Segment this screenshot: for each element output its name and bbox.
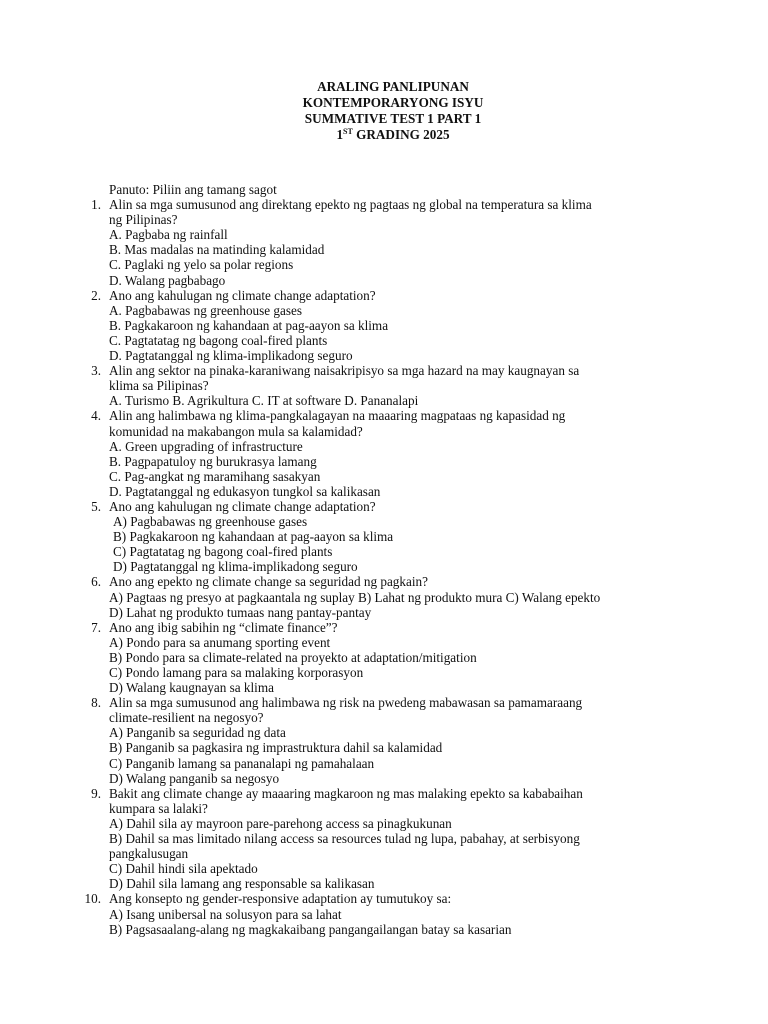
question-text: klima sa Pilipinas? <box>109 378 209 394</box>
choice: A. Green upgrading of infrastructure <box>109 438 303 454</box>
choice: B) Panganib sa pagkasira ng imprastruktura dahil sa kalamidad <box>109 740 443 756</box>
choice: A. Pagbaba ng rainfall <box>109 227 228 243</box>
choice: A) Panganib sa seguridad ng data <box>109 725 286 741</box>
question-text: ng Pilipinas? <box>109 212 178 228</box>
choice: A) Pagtaas ng presyo at pagkaantala ng suplay B) Lahat ng produkto mura C) Walang epekto <box>109 589 601 605</box>
choice: D. Walang pagbabago <box>109 272 226 288</box>
question-9: 9. Bakit ang climate change ay maaaring magkaroon ng mas malaking epekto sa kababaihan <box>91 785 583 801</box>
choice: B) Pagkakaroon ng kahandaan at pag-aayon sa klima <box>113 529 394 545</box>
question-6: 6. Ano ang epekto ng climate change sa seguridad ng pagkain? <box>91 574 428 590</box>
choice: pangkalusugan <box>109 846 189 862</box>
choice: D) Walang kaugnayan sa klima <box>109 680 274 696</box>
question-7: 7. Ano ang ibig sabihin ng “climate finance”? <box>91 619 338 635</box>
question-text: kumpara sa lalaki? <box>109 800 208 816</box>
choice: A) Pondo para sa anumang sporting event <box>109 634 331 650</box>
question-5: 5. Ano ang kahulugan ng climate change adaptation? <box>91 498 376 514</box>
question-2: 2. Ano ang kahulugan ng climate change adaptation? <box>91 287 376 303</box>
choice: A) Dahil sila ay mayroon pare-parehong access sa pinagkukunan <box>109 815 452 831</box>
choice: A) Pagbabawas ng greenhouse gases <box>113 514 308 530</box>
question-text: climate-resilient na negosyo? <box>109 710 264 726</box>
choice: B) Dahil sa mas limitado nilang access sa resources tulad ng lupa, pabahay, at serbisyong <box>109 831 580 847</box>
choice: B. Mas madalas na matinding kalamidad <box>109 242 325 258</box>
choice: B) Pondo para sa climate-related na proyekto at adaptation/mitigation <box>109 649 477 665</box>
choice: D) Pagtatanggal ng klima-implikadong seguro <box>113 559 358 575</box>
choice: A. Turismo B. Agrikultura C. IT at software D. Pananalapi <box>109 393 419 409</box>
choice: C) Pondo lamang para sa malaking korporasyon <box>109 665 364 680</box>
question-10: 10. Ang konsepto ng gender-responsive adaptation ay tumutukoy sa: <box>84 891 452 907</box>
choice: D) Walang panganib sa negosyo <box>109 770 280 786</box>
document-header <box>0 79 768 143</box>
question-1: 1. Alin sa mga sumusunod ang direktang epekto ng pagtaas ng global na temperatura sa klima <box>91 197 592 213</box>
question-4: 4. Alin ang halimbawa ng klima-pangkalagayan na maaaring magpataas ng kapasidad ng <box>91 408 566 424</box>
subject-title: ARALING PANLIPUNAN <box>317 79 469 94</box>
choice: D. Pagtatanggal ng edukasyon tungkol sa kalikasan <box>109 483 381 499</box>
test-title: SUMMATIVE TEST 1 PART 1 <box>304 111 482 126</box>
choice: D) Dahil sila lamang ang responsable sa kalikasan <box>109 876 375 892</box>
choice: C. Pag-angkat ng maramihang sasakyan <box>109 468 321 484</box>
question-text: komunidad na makabangon mula sa kalamidad? <box>109 423 363 439</box>
choice: C) Pagtatatag ng bagong coal-fired plants <box>113 544 333 560</box>
choice: D. Pagtatanggal ng klima-implikadong seguro <box>109 348 353 364</box>
test-body <box>76 182 756 937</box>
topic-title: KONTEMPORARYONG ISYU <box>302 95 484 110</box>
choice: C) Panganib lamang sa pananalapi ng pamahalaan <box>109 755 375 771</box>
choice: C. Pagtatatag ng bagong coal-fired plants <box>109 332 328 348</box>
choice: A. Pagbabawas ng greenhouse gases <box>109 302 302 318</box>
instructions: Panuto: Piliin ang tamang sagot <box>109 182 277 197</box>
choice: D) Lahat ng produkto tumaas nang pantay-pantay <box>109 604 372 620</box>
choice: C) Dahil hindi sila apektado <box>109 861 258 877</box>
question-3: 3. Alin ang sektor na pinaka-karaniwang naisakripisyo sa mga hazard na may kaugnayan sa <box>91 363 580 379</box>
choice: A) Isang unibersal na solusyon para sa lahat <box>109 906 342 922</box>
choice: B. Pagkakaroon ng kahandaan at pag-aayon sa klima <box>109 317 389 333</box>
choice: B. Pagpapatuloy ng burukrasya lamang <box>109 453 317 469</box>
choice: C. Paglaki ng yelo sa polar regions <box>109 257 294 273</box>
question-8: 8. Alin sa mga sumusunod ang halimbawa ng risk na pwedeng mabawasan sa pamamaraang <box>91 695 583 711</box>
choice: B) Pagsasaalang-alang ng magkakaibang pangangailangan batay sa kasarian <box>109 921 512 937</box>
grading-period: 1ST GRADING 2025 <box>336 127 450 142</box>
